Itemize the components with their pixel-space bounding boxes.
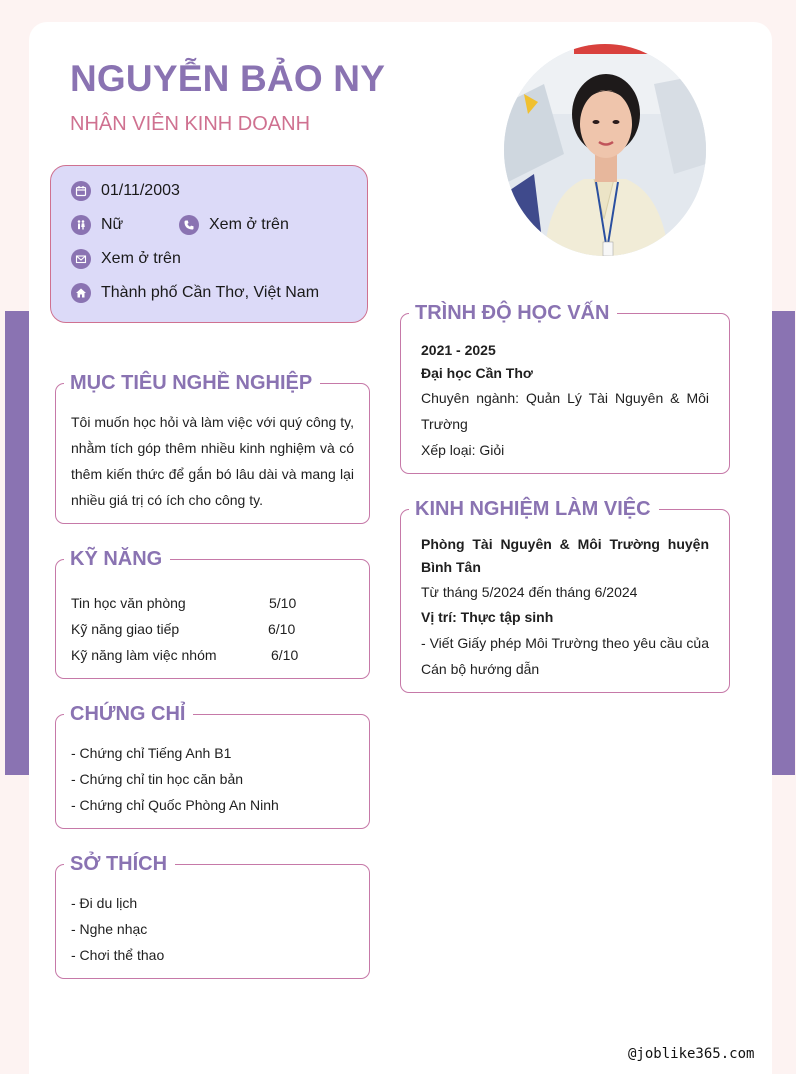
right-accent-stripe bbox=[772, 311, 795, 775]
skill-score: 5/10 bbox=[269, 595, 297, 611]
skill-score: 6/10 bbox=[271, 647, 299, 663]
address-value: Thành phố Cần Thơ, Việt Nam bbox=[101, 284, 320, 301]
gender-icon bbox=[71, 215, 91, 235]
education-grade: Xếp loại: Giỏi bbox=[421, 442, 505, 458]
contact-birthday-row bbox=[71, 181, 180, 201]
contact-address-row bbox=[71, 283, 319, 303]
objective-text: Tôi muốn học hỏi và làm việc với quý công ty, nhằm tích góp thêm nhiều kinh nghiệm và có thêm kiến thức để gắn bó lâu dài và mang lại nhiều giá trị có ích cho công ty. bbox=[71, 414, 354, 508]
contact-gender-row bbox=[71, 215, 123, 235]
skill-name: Kỹ năng làm việc nhóm bbox=[71, 647, 217, 663]
contact-phone-row bbox=[179, 215, 289, 235]
experience-company: Phòng Tài Nguyên & Môi Trường huyện Bình Tân bbox=[421, 536, 709, 575]
hobbies-title: SỞ THÍCH bbox=[64, 852, 175, 876]
education-period: 2021 - 2025 bbox=[421, 342, 496, 358]
skill-row bbox=[71, 647, 298, 663]
skill-row bbox=[71, 621, 295, 637]
certificate-item: - Chứng chỉ tin học căn bản bbox=[71, 771, 244, 787]
certificate-item: - Chứng chỉ Tiếng Anh B1 bbox=[71, 745, 232, 761]
skill-name: Tin học văn phòng bbox=[71, 595, 186, 611]
watermark: @joblike365.com bbox=[628, 1046, 755, 1062]
profile-photo bbox=[504, 44, 706, 256]
profile-photo-image bbox=[504, 44, 706, 256]
certificates-title: CHỨNG CHỈ bbox=[64, 702, 193, 726]
education-major: Chuyên ngành: Quản Lý Tài Nguyên & Môi Trường bbox=[421, 390, 709, 432]
hobby-item: - Đi du lịch bbox=[71, 895, 138, 911]
education-school: Đại học Cần Thơ bbox=[421, 365, 533, 381]
hobby-item: - Nghe nhạc bbox=[71, 921, 148, 937]
skills-title: KỸ NĂNG bbox=[64, 547, 170, 571]
birthday-value: 01/11/2003 bbox=[101, 182, 180, 199]
experience-position: Vị trí: Thực tập sinh bbox=[421, 609, 554, 625]
contact-email-row bbox=[71, 249, 181, 269]
hobby-item: - Chơi thể thao bbox=[71, 947, 165, 963]
skill-row bbox=[71, 595, 296, 611]
email-icon bbox=[71, 249, 91, 269]
calendar-icon bbox=[71, 181, 91, 201]
certificate-item: - Chứng chỉ Quốc Phòng An Ninh bbox=[71, 797, 279, 813]
experience-title: KINH NGHIỆM LÀM VIỆC bbox=[409, 497, 659, 521]
home-icon bbox=[71, 283, 91, 303]
phone-icon bbox=[179, 215, 199, 235]
objective-title: MỤC TIÊU NGHỀ NGHIỆP bbox=[64, 371, 320, 395]
experience-description: - Viết Giấy phép Môi Trường theo yêu cầu của Cán bộ hướng dẫn bbox=[421, 635, 709, 677]
gender-value: Nữ bbox=[101, 216, 124, 233]
job-title: NHÂN VIÊN KINH DOANH bbox=[70, 113, 311, 135]
candidate-name: NGUYỄN BẢO NY bbox=[70, 58, 386, 99]
left-accent-stripe bbox=[5, 311, 29, 775]
education-title: TRÌNH ĐỘ HỌC VẤN bbox=[409, 301, 617, 325]
skill-score: 6/10 bbox=[268, 621, 296, 637]
experience-period: Từ tháng 5/2024 đến tháng 6/2024 bbox=[421, 584, 638, 600]
skill-name: Kỹ năng giao tiếp bbox=[71, 621, 180, 637]
phone-value: Xem ở trên bbox=[209, 216, 289, 233]
email-value: Xem ở trên bbox=[101, 250, 181, 267]
